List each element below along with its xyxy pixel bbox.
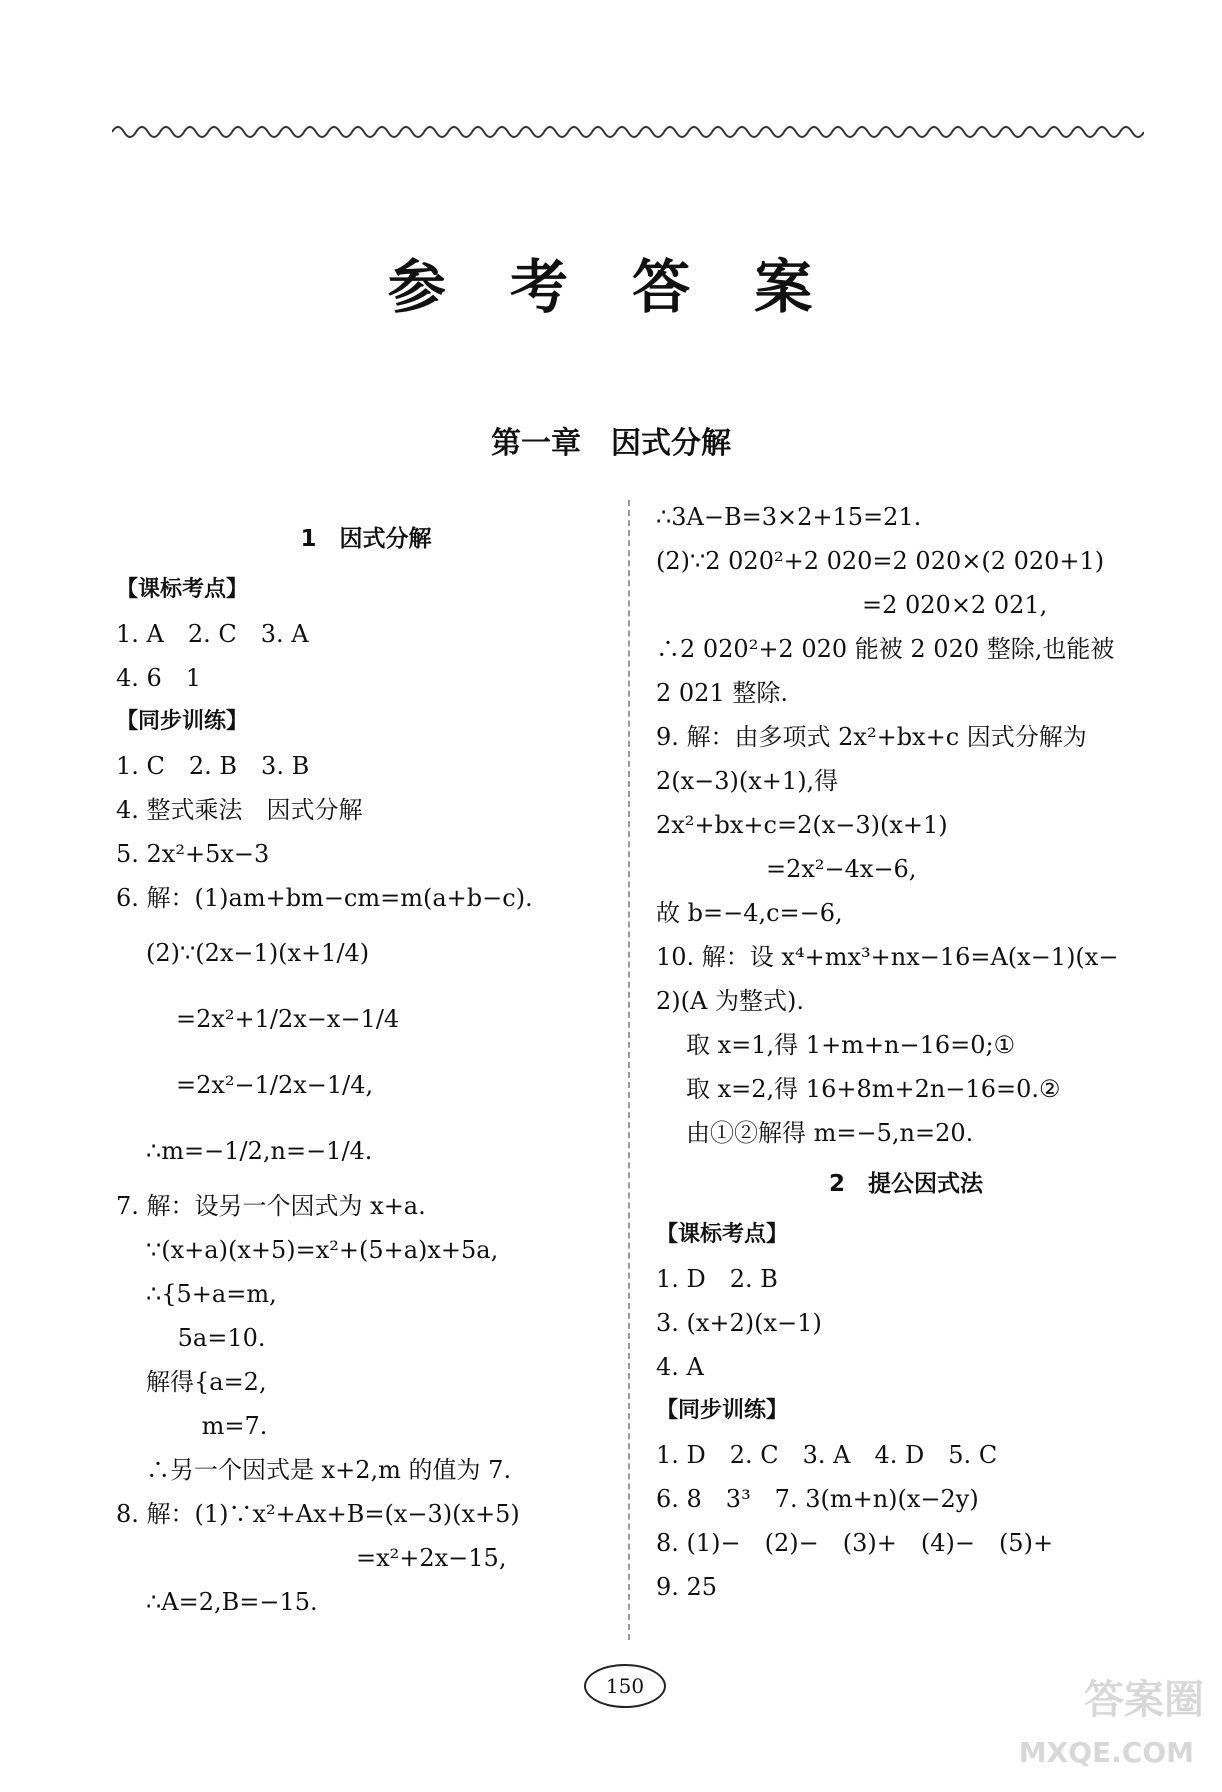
answer-line: =2x²−1/2x−1/4, — [176, 1071, 374, 1099]
answer-line: ∴2 020²+2 020 能被 2 020 整除,也能被 — [656, 635, 1115, 663]
page-number: 150 — [584, 1664, 666, 1708]
answer-line: =x²+2x−15, — [356, 1544, 507, 1572]
section-tag: 【课标考点】 — [656, 1222, 789, 1247]
answer-line: 1. A 2. C 3. A — [116, 620, 309, 648]
answer-line: =2x²−4x−6, — [766, 855, 917, 883]
answer-line: ∵(x+a)(x+5)=x²+(5+a)x+5a, — [146, 1236, 499, 1264]
answer-line: 2)(A 为整式). — [656, 987, 804, 1015]
answer-line: 1. C 2. B 3. B — [116, 752, 310, 780]
answer-line: 3. (x+2)(x−1) — [656, 1309, 822, 1337]
answer-line: 5a=10. — [146, 1324, 266, 1352]
watermark-url: MXQE.COM — [1018, 1736, 1194, 1769]
answer-line: 2x²+bx+c=2(x−3)(x+1) — [656, 811, 948, 839]
section-heading: 1 因式分解 — [300, 526, 432, 552]
answer-line: 解得{a=2, — [146, 1368, 267, 1396]
answer-line: 2(x−3)(x+1),得 — [656, 767, 839, 795]
answer-line: ∴m=−1/2,n=−1/4. — [146, 1137, 373, 1165]
answer-line: 故 b=−4,c=−6, — [656, 899, 843, 927]
answer-line: 5. 2x²+5x−3 — [116, 840, 270, 868]
watermark-logo: 答案圈 — [1084, 1677, 1204, 1723]
answer-line: (2)∵(2x−1)(x+1/4) — [146, 939, 370, 967]
answer-line: =2 020×2 021, — [766, 591, 1048, 619]
answer-line: 9. 解：由多项式 2x²+bx+c 因式分解为 — [656, 723, 1087, 751]
answer-line: 1. D 2. B — [656, 1265, 778, 1293]
page-title: 参 考 答 案 — [387, 253, 835, 321]
answer-line: 取 x=1,得 1+m+n−16=0;① — [686, 1031, 1016, 1059]
answer-line: 7. 解：设另一个因式为 x+a. — [116, 1192, 426, 1220]
answer-line: 由①②解得 m=−5,n=20. — [686, 1119, 974, 1147]
answer-line: 4. 整式乘法 因式分解 — [116, 796, 363, 824]
section-tag: 【同步训练】 — [116, 709, 249, 734]
answer-line: 8. 解：(1)∵x²+Ax+B=(x−3)(x+5) — [116, 1500, 520, 1528]
left-answer-column — [116, 510, 616, 1624]
answer-line: 4. A — [656, 1353, 704, 1381]
answer-line: ∴{5+a=m, — [146, 1280, 277, 1308]
answer-line: 6. 8 3³ 7. 3(m+n)(x−2y) — [656, 1485, 979, 1513]
answer-line: 8. (1)− (2)− (3)+ (4)− (5)+ — [656, 1529, 1054, 1557]
answer-line: 9. 25 — [656, 1573, 718, 1601]
answer-line: 2 021 整除. — [656, 679, 788, 707]
answer-line: 取 x=2,得 16+8m+2n−16=0.② — [686, 1075, 1061, 1103]
section-heading: 2 提公因式法 — [828, 1171, 983, 1197]
answer-line: ∴A=2,B=−15. — [146, 1588, 318, 1616]
answer-line: 10. 解：设 x⁴+mx³+nx−16=A(x−1)(x− — [656, 943, 1119, 971]
answer-line: 1. D 2. C 3. A 4. D 5. C — [656, 1441, 998, 1469]
chapter-heading: 第一章 因式分解 — [491, 426, 731, 461]
answer-line: 4. 6 1 — [116, 664, 202, 692]
answer-line: 6. 解：(1)am+bm−cm=m(a+b−c). — [116, 884, 533, 912]
wavy-ornament-border — [112, 120, 1144, 142]
answer-line: (2)∵2 020²+2 020=2 020×(2 020+1) — [656, 547, 1105, 575]
right-answer-column — [656, 495, 1156, 1609]
section-tag: 【同步训练】 — [656, 1398, 789, 1423]
answer-line: ∴另一个因式是 x+2,m 的值为 7. — [146, 1456, 512, 1484]
answer-line: =2x²+1/2x−x−1/4 — [176, 1005, 400, 1033]
answer-line: m=7. — [146, 1412, 268, 1440]
answer-line: ∴3A−B=3×2+15=21. — [656, 503, 922, 531]
column-divider — [628, 500, 630, 1640]
section-tag: 【课标考点】 — [116, 577, 249, 602]
